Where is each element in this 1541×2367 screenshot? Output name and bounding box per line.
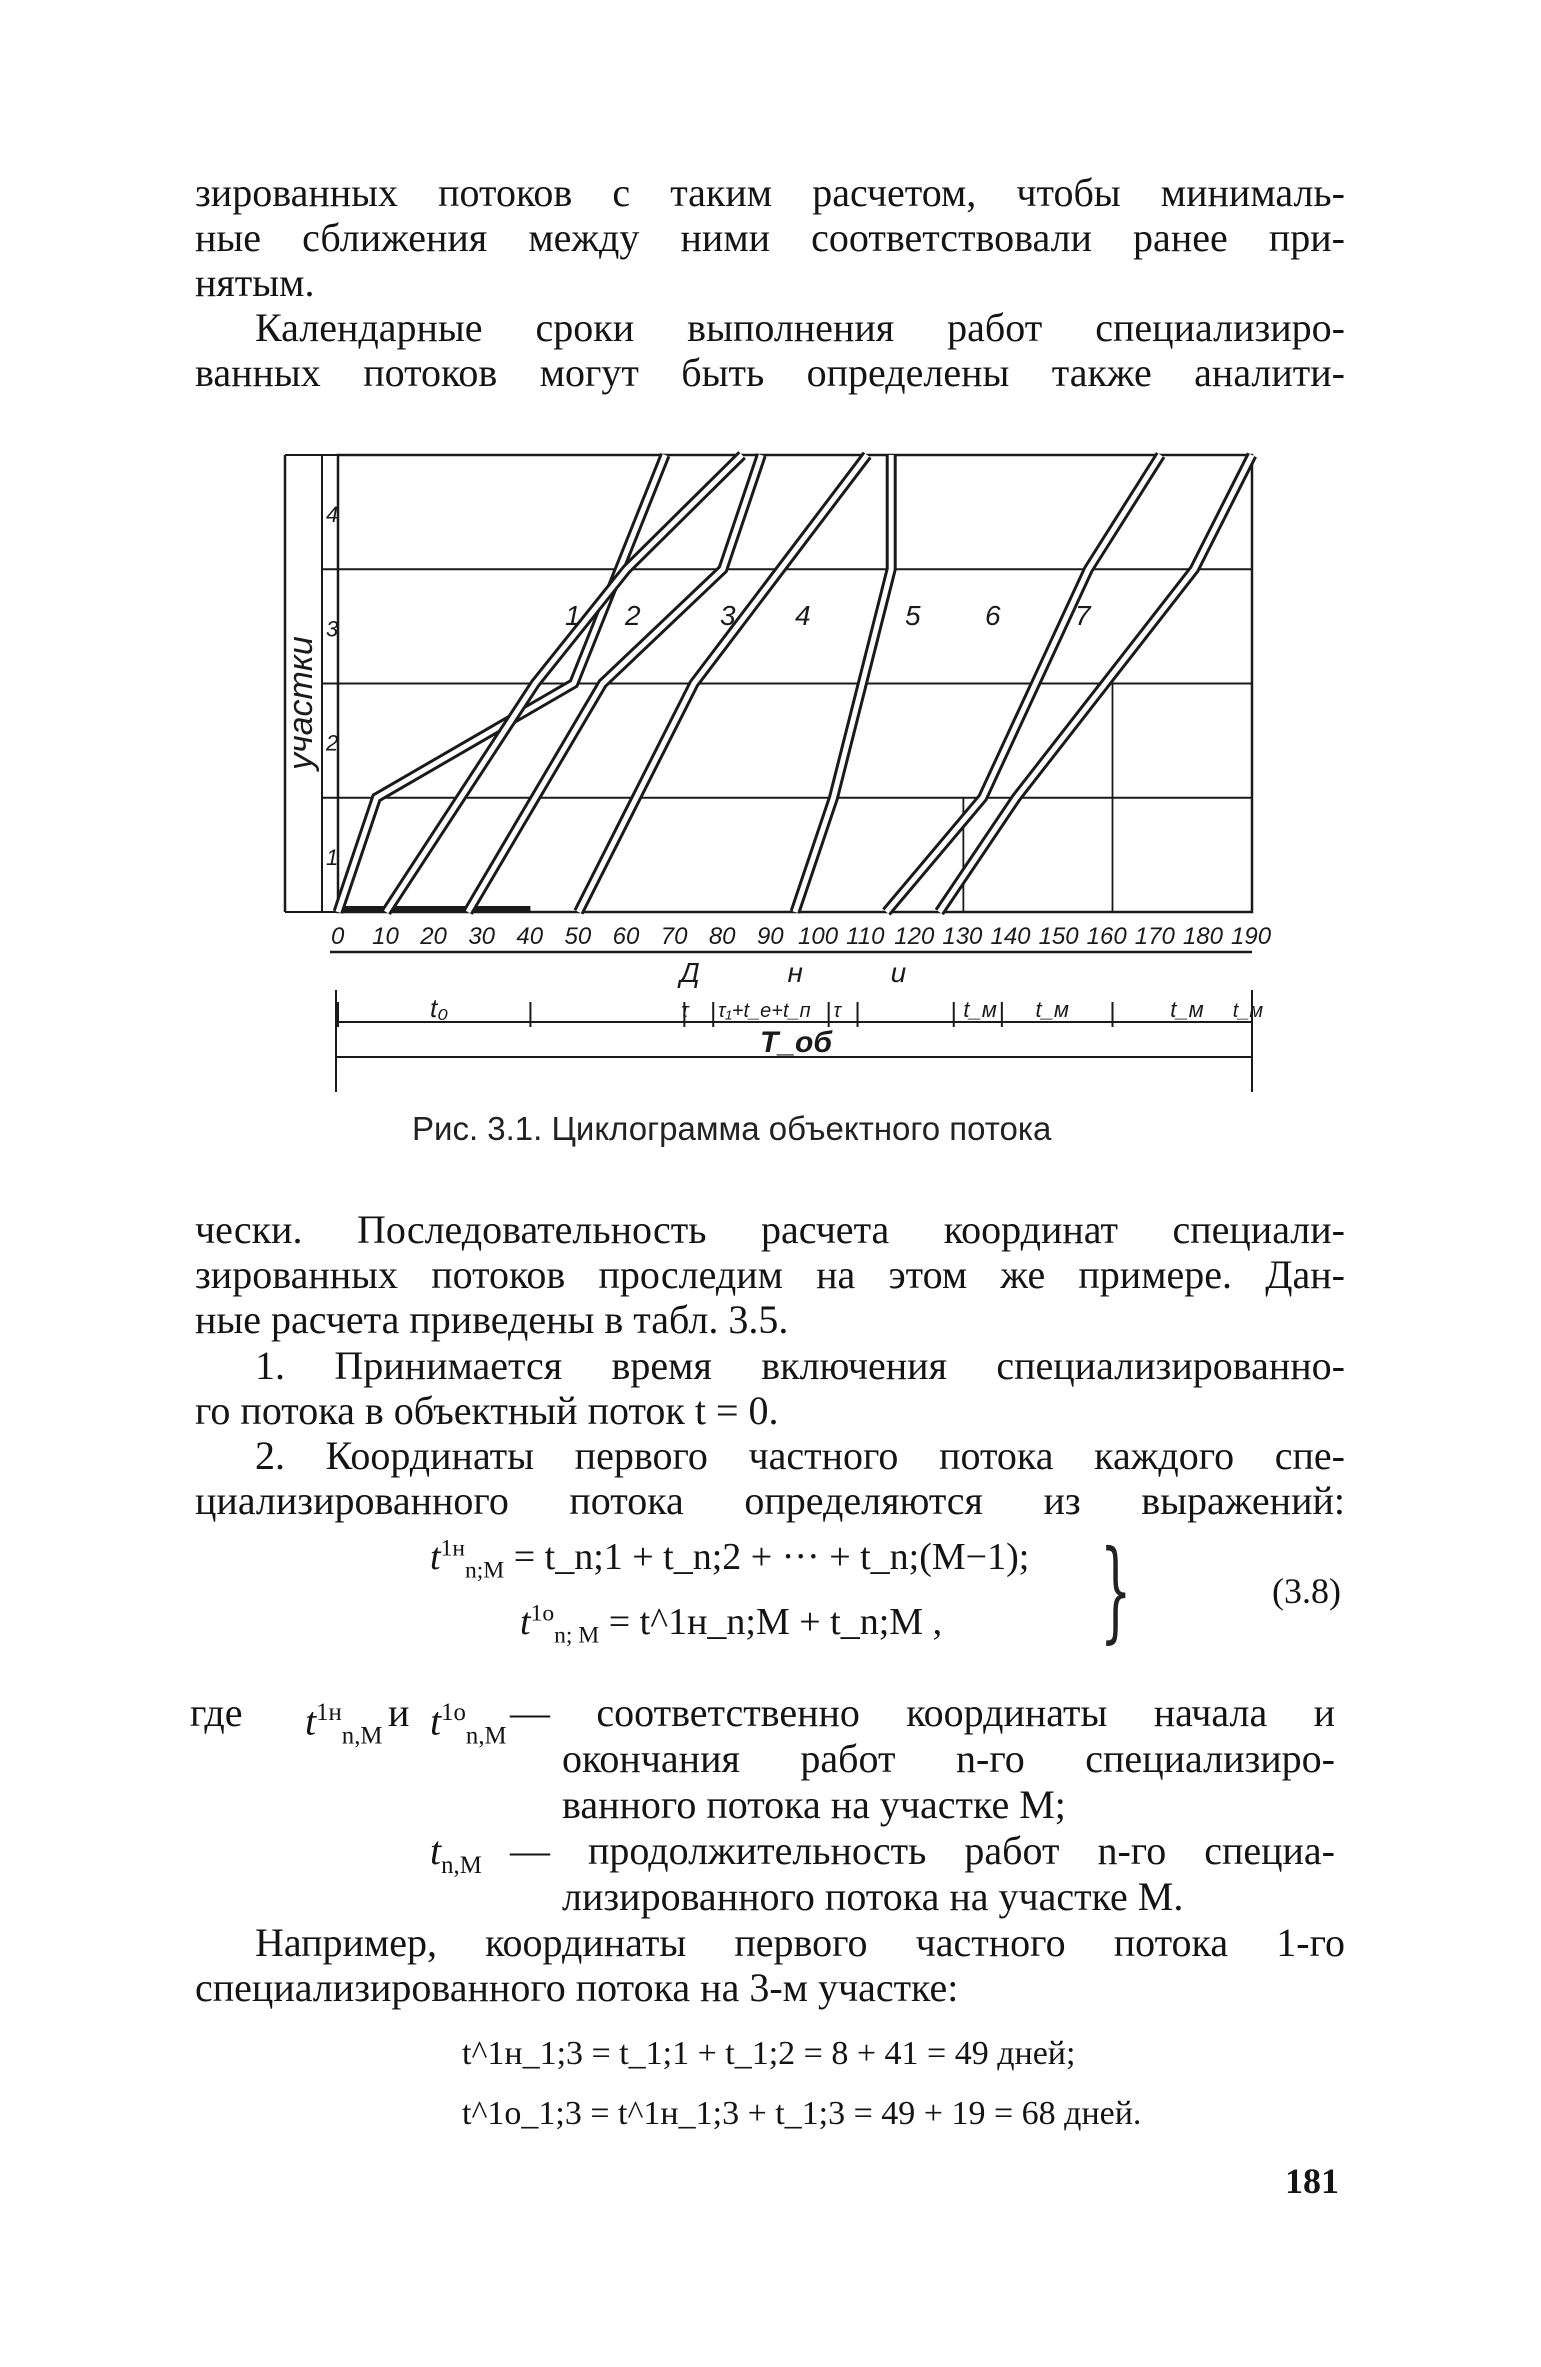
- text-line: циализированного потока определяются из выражений:: [195, 1478, 1345, 1523]
- paragraph-6: [195, 1920, 1345, 2010]
- text-line: ные расчета приведены в табл. 3.5.: [195, 1297, 789, 1342]
- formula-line-1: $t^{1н}_{n;М}$ = t_n;1 + t_n;2 + ··· + t_n;(М−1);: [430, 1535, 1030, 1584]
- definition-2: [510, 1828, 1335, 1920]
- x-tick-label: 10: [372, 923, 399, 950]
- x-tick-label: 120: [894, 923, 935, 950]
- interval-label-t0: t₀: [430, 993, 449, 1023]
- flow-label: 4: [795, 600, 811, 631]
- x-tick-label: 40: [516, 923, 544, 950]
- symbol-sub: n,М: [465, 1722, 507, 1750]
- flow-label: 1: [565, 600, 581, 631]
- formula-line-2: $t^{1о}_{n; М}$ = t^1н_n;М + t_n;М ,: [520, 1600, 943, 1649]
- x-tick-label: 80: [708, 923, 736, 950]
- text-line: го потока в объектный поток t = 0.: [195, 1388, 779, 1433]
- equation-number: (3.8): [1272, 1571, 1341, 1611]
- where-word: где: [190, 1690, 243, 1735]
- definition-1: [510, 1690, 1335, 1828]
- formula-rhs: = t^1н_n;М + t_n;М ,: [608, 1601, 943, 1643]
- text-line: ванных потоков могут быть определены также аналити-: [195, 350, 1345, 395]
- flow-label: 6: [985, 600, 1001, 631]
- x-tick-label: 90: [756, 923, 784, 950]
- symbol-end: $t^{1о}_{n,М}$: [430, 1698, 507, 1750]
- paragraph-3: [195, 1207, 1345, 1342]
- interval-label-tm: t_м: [1170, 997, 1204, 1022]
- x-axis-label: Д н и: [680, 957, 947, 988]
- brace-glyph: }: [1100, 1526, 1132, 1654]
- interval-label-tob: T_об: [760, 1026, 832, 1059]
- x-tick-label: 60: [612, 923, 640, 950]
- text-line: специализированного потока на 3-м участке:: [195, 1965, 959, 2010]
- section-label: 3: [326, 616, 339, 642]
- and-word: и: [388, 1690, 410, 1735]
- text-line: нятым.: [195, 260, 315, 305]
- flow-label: 7: [1075, 600, 1091, 631]
- interval-label-sum: τ₁+t_e+t_п: [718, 1000, 811, 1022]
- example-line-2: t^1о_1;3 = t^1н_1;3 + t_1;3 = 49 + 19 = 68 дней.: [462, 2095, 1142, 2132]
- x-tick-label: 50: [564, 923, 592, 950]
- page-number: 181: [1285, 2161, 1339, 2201]
- text-line: — соответственно координаты начала и: [510, 1690, 1335, 1735]
- symbol-sub: n,М: [441, 1852, 482, 1879]
- formula-sup: 1н: [440, 1535, 465, 1562]
- figure-caption: Рис. 3.1. Циклограмма объектного потока: [412, 1110, 1052, 1147]
- x-tick-label: 160: [1086, 923, 1127, 950]
- interval-label-tm: t_м: [1035, 997, 1069, 1022]
- symbol-sup: 1н: [316, 1699, 342, 1726]
- interval-label-tau: τ: [681, 1000, 689, 1022]
- formula-rhs: = t_n;1 + t_n;2 + ··· + t_n;(М−1);: [513, 1536, 1030, 1578]
- symbol-sub: n,М: [341, 1722, 383, 1750]
- flow-label: 3: [720, 600, 736, 631]
- text-line: чески. Последовательность расчета координат специали-: [195, 1207, 1345, 1252]
- paragraph-5: [195, 1433, 1345, 1523]
- x-tick-label: 130: [942, 923, 983, 950]
- x-tick-label: 0: [331, 923, 345, 950]
- y-axis-label: участки: [282, 636, 320, 770]
- interval-label-tm: t_м: [963, 997, 997, 1022]
- x-tick-label: 180: [1182, 923, 1223, 950]
- section-label: 2: [326, 730, 339, 756]
- formula-sup: 1о: [530, 1600, 555, 1627]
- text-line: ные сближения между ними соответствовали ранее при-: [195, 215, 1345, 260]
- x-tick-label: 70: [660, 923, 688, 950]
- text-line: Календарные сроки выполнения работ специализиро-: [255, 305, 1345, 350]
- symbol-duration: $t_{n,М}$: [430, 1828, 482, 1879]
- text-line: окончания работ n-го специализиро-: [562, 1736, 1335, 1781]
- x-tick-label: 140: [990, 923, 1031, 950]
- x-tick-label: 190: [1231, 923, 1272, 950]
- text-line: зированных потоков с таким расчетом, чтобы минималь-: [195, 170, 1345, 215]
- text-line: лизированного потока на участке М.: [562, 1874, 1184, 1919]
- text-line: — продолжительность работ n-го специа-: [510, 1828, 1335, 1873]
- text-line: 2. Координаты первого частного потока каждого спе-: [255, 1433, 1345, 1478]
- x-tick-label: 150: [1038, 923, 1079, 950]
- symbol-start: $t^{1н}_{n,М}$: [305, 1698, 383, 1750]
- text-line: ванного потока на участке М;: [562, 1782, 1066, 1827]
- paragraph-4: [195, 1343, 1345, 1433]
- section-label: 4: [326, 502, 339, 528]
- section-label: 1: [326, 844, 339, 870]
- text-line: 1. Принимается время включения специализированно-: [255, 1343, 1345, 1388]
- text-line: Например, координаты первого частного потока 1-го: [255, 1920, 1345, 1965]
- x-tick-label: 170: [1134, 923, 1175, 950]
- example-line-1: t^1н_1;3 = t_1;1 + t_1;2 = 8 + 41 = 49 дней;: [462, 2035, 1076, 2072]
- formula-sub: n; М: [554, 1622, 600, 1649]
- interval-label-tm: t_м: [1232, 1000, 1264, 1022]
- interval-label-tau: τ: [833, 1000, 841, 1022]
- x-tick-label: 100: [798, 923, 839, 950]
- cyclogram-figure: [0, 0, 1541, 1100]
- formula-sub: n;М: [464, 1557, 505, 1584]
- x-tick-label: 20: [420, 923, 447, 950]
- flow-label: 2: [625, 600, 641, 631]
- x-tick-label: 110: [846, 923, 885, 950]
- text-line: зированных потоков проследим на этом же примере. Дан-: [195, 1252, 1345, 1297]
- x-tick-label: 30: [468, 923, 496, 950]
- symbol-sup: 1о: [441, 1699, 466, 1726]
- flow-label: 5: [905, 600, 921, 631]
